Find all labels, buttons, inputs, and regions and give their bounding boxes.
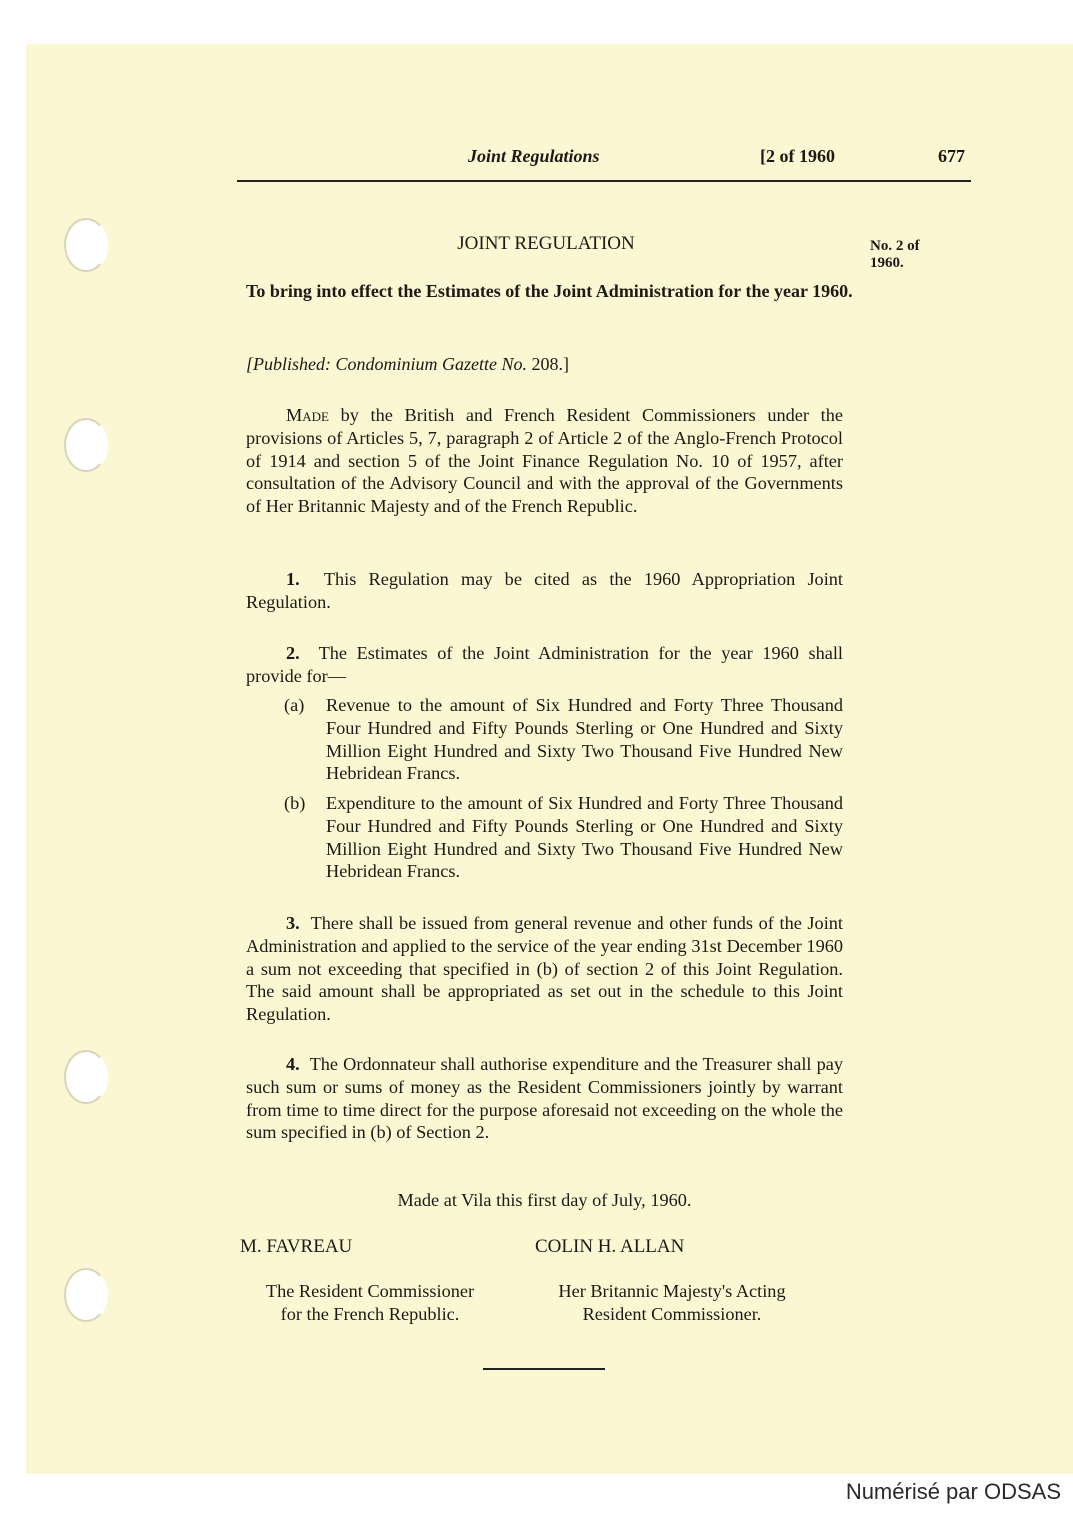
section-number: 4.: [286, 1054, 300, 1074]
role-line: for the French Republic.: [280, 1304, 460, 1324]
signatory-role-british: [528, 1280, 816, 1326]
running-header-title: Joint Regulations: [468, 146, 600, 166]
digitization-credit: Numérisé par ODSAS: [845, 1479, 1061, 1504]
section-text: There shall be issued from general revenue and other funds of the Joint Administration and applied to the service of the year ending 31st December 1960 a sum not exceeding that specified in (b) of section 2 of this Joint Regulation. The said amount shall be appropriated as set out in the schedule to this Joint Regulation.: [246, 913, 843, 1025]
document-title: JOINT REGULATION: [457, 233, 635, 254]
document-subtitle: To bring into effect the Estimates of the Joint Administration for the year 1960.: [246, 281, 853, 301]
running-header-reference: [2 of 1960: [760, 146, 835, 166]
margin-note: No. 2 of 1960.: [870, 238, 920, 271]
item-text: Expenditure to the amount of Six Hundred and Forty Three Thousand Four Hundred and Fifty Pounds Sterling or One Hundred and Sixty Million Eight Hundred and Sixty Two Thousand Five Hundred New Hebridean Francs.: [326, 793, 843, 882]
made-at-line: Made at Vila this first day of July, 1960.: [397, 1190, 692, 1210]
publication-note: [246, 354, 569, 375]
page-number: 677: [938, 146, 965, 166]
preamble: [246, 404, 843, 518]
role-line: Resident Commissioner.: [582, 1304, 762, 1324]
punch-hole: [64, 1268, 108, 1322]
punch-hole: [64, 218, 108, 272]
item-text: Revenue to the amount of Six Hundred and Forty Three Thousand Four Hundred and Fifty Pounds Sterling or One Hundred and Sixty Million Eight Hundred and Sixty Two Thousand Five Hundred New Hebridean Francs.: [326, 695, 843, 784]
section-number: 3.: [286, 913, 300, 933]
punch-hole: [64, 418, 108, 472]
role-line: The Resident Commissioner: [265, 1281, 475, 1301]
list-item-b: [284, 792, 843, 883]
section-2: [246, 642, 843, 688]
item-label: (a): [284, 695, 305, 715]
end-rule: [483, 1368, 605, 1370]
section-number: 1.: [286, 569, 300, 589]
preamble-lead: Made: [286, 405, 329, 425]
section-text: The Estimates of the Joint Administration for the year 1960 shall provide for—: [246, 643, 843, 686]
section-number: 2.: [286, 643, 300, 663]
preamble-text: by the British and French Resident Commissioners under the provisions of Articles 5, 7, paragraph 2 of Article 2 of the Anglo-French Protocol of 1914 and section 5 of the Joint Finance Regulation No. 10 of 1957, after consultation of the Advisory Council and with the approval of the Governments of Her Britannic Majesty and of the French Republic.: [246, 405, 843, 517]
publication-number: 208.]: [531, 354, 569, 374]
item-label: (b): [284, 793, 306, 813]
section-4: [246, 1053, 843, 1144]
section-text: This Regulation may be cited as the 1960 Appropriation Joint Regulation.: [246, 569, 843, 612]
list-item-a: [284, 694, 843, 785]
section-text: The Ordonnateur shall authorise expenditure and the Treasurer shall pay such sum or sums of money as the Resident Commissioners jointly by warrant from time to time direct for the purpose aforesaid not exceeding on the whole the sum specified in (b) of Section 2.: [246, 1054, 843, 1143]
role-line: Her Britannic Majesty's Acting: [558, 1281, 786, 1301]
signatory-role-french: [236, 1280, 504, 1326]
punch-hole: [64, 1050, 108, 1104]
section-3: [246, 912, 843, 1026]
signatory-name-french: M. FAVREAU: [240, 1236, 353, 1257]
section-1: [246, 568, 843, 614]
header-rule: [237, 180, 971, 182]
signatory-name-british: COLIN H. ALLAN: [535, 1236, 685, 1257]
publication-prefix: [Published: Condominium Gazette No.: [246, 354, 527, 374]
